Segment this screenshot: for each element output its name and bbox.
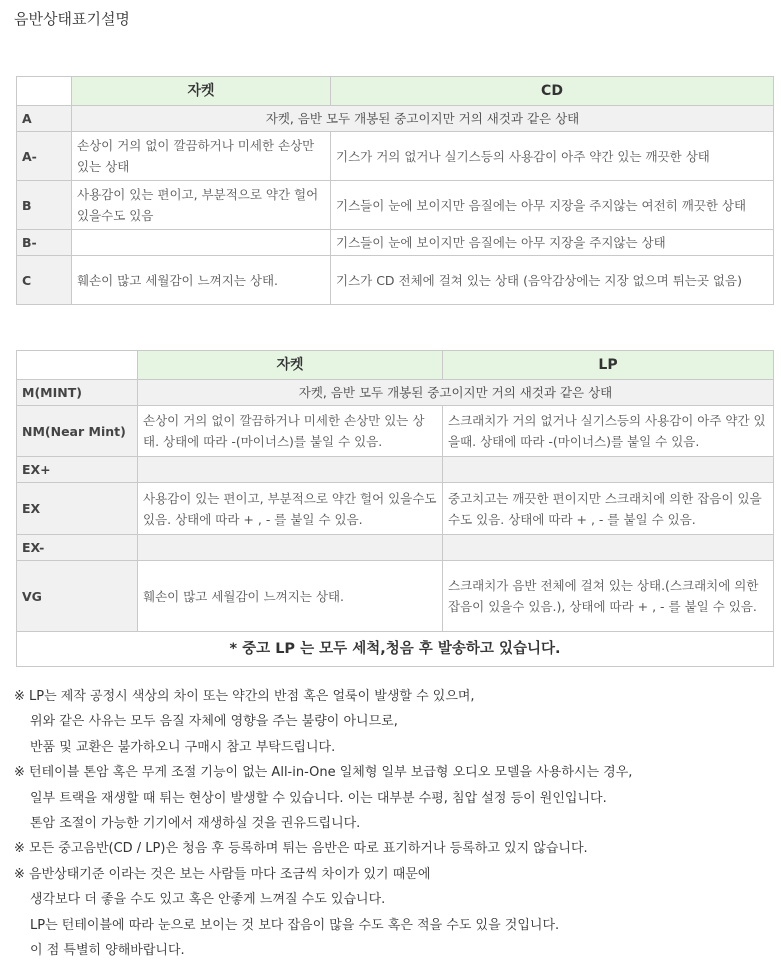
lp-condition [443, 457, 774, 483]
grade-description: 자켓, 음반 모두 개봉된 중고이지만 거의 새것과 같은 상태 [138, 380, 774, 406]
note-line: 일부 트랙을 재생할 때 튀는 현상이 발생할 수 있습니다. 이는 대부분 수평, 침압 설정 등이 원인입니다. [30, 790, 607, 806]
jacket-condition: 사용감이 있는 편이고, 부분적으로 약간 헐어 있을수도 있음 [72, 181, 331, 230]
note-line: ※ 음반상태기준 이라는 것은 보는 사람들 마다 조금씩 차이가 있기 때문에 [14, 866, 431, 882]
note-line: 생각보다 더 좋을 수도 있고 혹은 안좋게 느껴질 수도 있습니다. [30, 892, 386, 908]
jacket-condition: 손상이 거의 없이 깔끔하거나 미세한 손상만 있는 상태. 상태에 따라 -(마이너스)를 붙일 수 있음. [138, 406, 443, 457]
page-title: 음반상태표기설명 [14, 10, 130, 28]
note-line: 위와 같은 사유는 모두 음질 자체에 영향을 주는 불량이 아니므로, [30, 714, 398, 730]
grade-label: M(MINT) [17, 380, 138, 406]
lp-condition-table [16, 350, 774, 667]
grade-label: B [17, 181, 72, 230]
header-blank [17, 351, 138, 380]
grade-label: EX- [17, 535, 138, 561]
lp-condition: 중고치고는 깨끗한 편이지만 스크래치에 의한 잡음이 있을수도 있음. 상태에 따라 + , - 를 붙일 수 있음. [443, 483, 774, 535]
grade-label: C [17, 256, 72, 305]
header-blank [17, 77, 72, 106]
jacket-condition [138, 535, 443, 561]
note-line: 이 점 특별히 양해바랍니다. [30, 942, 185, 958]
jacket-condition [72, 230, 331, 256]
cd-condition-table [16, 76, 774, 305]
grade-label: A- [17, 132, 72, 181]
cd-condition: 기스들이 눈에 보이지만 음질에는 아무 지장을 주지않는 여전히 깨끗한 상태 [331, 181, 774, 230]
jacket-condition [138, 457, 443, 483]
jacket-condition: 훼손이 많고 세월감이 느껴지는 상태. [138, 561, 443, 632]
header-cd: CD [331, 77, 774, 106]
jacket-condition: 사용감이 있는 편이고, 부분적으로 약간 헐어 있을수도 있음. 상태에 따라 + , - 를 붙일 수 있음. [138, 483, 443, 535]
header-jacket: 자켓 [138, 351, 443, 380]
grade-label: EX+ [17, 457, 138, 483]
header-lp: LP [443, 351, 774, 380]
lp-condition: 스크래치가 거의 없거나 실기스등의 사용감이 아주 약간 있을때. 상태에 따라 -(마이너스)를 붙일 수 있음. [443, 406, 774, 457]
note-line: 톤암 조절이 가능한 기기에서 재생하실 것을 권유드립니다. [30, 815, 361, 831]
grade-description: 자켓, 음반 모두 개봉된 중고이지만 거의 새것과 같은 상태 [72, 106, 774, 132]
grade-label: A [17, 106, 72, 132]
lp-condition: 스크래치가 음반 전체에 걸쳐 있는 상태.(스크래치에 의한 잡음이 있을수 있음.), 상태에 따라 + , - 를 붙일 수 있음. [443, 561, 774, 632]
cd-condition: 기스가 CD 전체에 걸쳐 있는 상태 (음악감상에는 지장 없으며 튀는곳 없음) [331, 256, 774, 305]
cd-condition: 기스들이 눈에 보이지만 음질에는 아무 지장을 주지않는 상태 [331, 230, 774, 256]
note-line: LP는 턴테이블에 따라 눈으로 보이는 것 보다 잡음이 많을 수도 혹은 적을 수도 있을 것입니다. [30, 917, 560, 933]
cd-condition: 기스가 거의 없거나 실기스등의 사용감이 아주 약간 있는 깨끗한 상태 [331, 132, 774, 181]
note-line: ※ LP는 제작 공정시 색상의 차이 또는 약간의 반점 혹은 얼룩이 발생할 수 있으며, [14, 689, 475, 704]
jacket-condition: 훼손이 많고 세월감이 느껴지는 상태. [72, 256, 331, 305]
header-jacket: 자켓 [72, 77, 331, 106]
jacket-condition: 손상이 거의 없이 깔끔하거나 미세한 손상만 있는 상태 [72, 132, 331, 181]
grade-label: B- [17, 230, 72, 256]
note-line: ※ 턴테이블 톤암 혹은 무게 조절 기능이 없는 All-in-One 일체형 일부 보급형 오디오 모델을 사용하시는 경우, [14, 765, 633, 781]
grade-label: VG [17, 561, 138, 632]
note-line: ※ 모든 중고음반(CD / LP)은 청음 후 등록하며 튀는 음반은 따로 표기하거나 등록하고 있지 않습니다. [14, 841, 588, 857]
notes-section [14, 684, 774, 963]
note-line: 반품 및 교환은 불가하오니 구매시 참고 부탁드립니다. [30, 739, 336, 755]
grade-label: EX [17, 483, 138, 535]
grade-label: NM(Near Mint) [17, 406, 138, 457]
lp-condition [443, 535, 774, 561]
lp-footer-note: * 중고 LP 는 모두 세척,청음 후 발송하고 있습니다. [17, 632, 774, 667]
